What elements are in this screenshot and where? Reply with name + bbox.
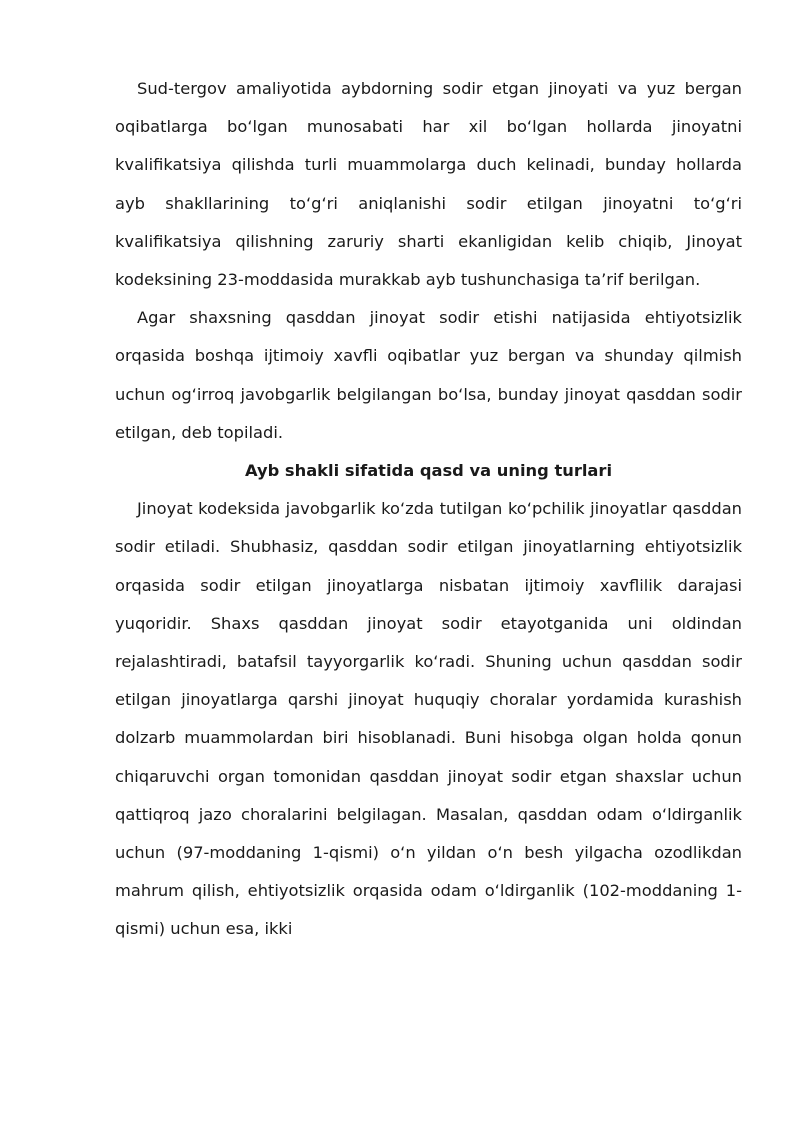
section-heading: Ayb shakli sifatida qasd va uning turlari: [244, 461, 613, 481]
paragraph-1: Sud-tergov amaliyotida aybdorning sodir etgan jinoyati va yuz bergan oqibatlarga bo‘lgan munosabati har xil bo‘lgan hollarda jinoyatni kvalifikatsiya qilishda turli muammolarga duch kelinadi, bunday hollarda ayb shakllarining to‘g‘ri aniqlanishi sodir etilgan jinoyatni to‘g‘ri kvalifikatsiya qilishning zaruriy sharti ekanligidan kelib chiqib, Jinoyat kodeksining 23-moddasida murakkab ayb tushunchasiga ta’rif berilgan.: [115, 79, 742, 290]
paragraph-3: Jinoyat kodeksida javobgarlik ko‘zda tutilgan ko‘pchilik jinoyatlar qasddan sodir etiladi. Shubhasiz, qasddan sodir etilgan jinoyatlarning ehtiyotsizlik orqasida sodir etilgan jinoyatlarga nisbatan ijtimoiy xavflilik darajasi yuqoridir. Shaxs qasddan jinoyat sodir etayotganida uni oldindan rejalashtiradi, batafsil tayyorgarlik ko‘radi. Shuning uchun qasddan sodir etilgan jinoyatlarga qarshi jinoyat huquqiy choralar yordamida kurashish dolzarb muammolardan biri hisoblanadi. Buni hisobga olgan holda qonun chiqaruvchi organ tomonidan qasddan jinoyat sodir etgan shaxslar uchun qattiqroq jazo choralarini belgilagan. Masalan, qasddan odam o‘ldirganlik uchun (97-moddaning 1-qismi) o‘n yildan o‘n besh yilgacha ozodlikdan mahrum qilish, ehtiyotsizlik orqasida odam o‘ldirganlik (102-moddaning 1-qismi) uchun esa, ikki: [115, 499, 742, 939]
document-page: [115, 70, 742, 949]
paragraph-2: Agar shaxsning qasddan jinoyat sodir etishi natijasida ehtiyotsizlik orqasida boshqa ijtimoiy xavfli oqibatlar yuz bergan va shunday qilmish uchun og‘irroq javobgarlik belgilangan bo‘lsa, bunday jinoyat qasddan sodir etilgan, deb topiladi.: [115, 308, 742, 442]
